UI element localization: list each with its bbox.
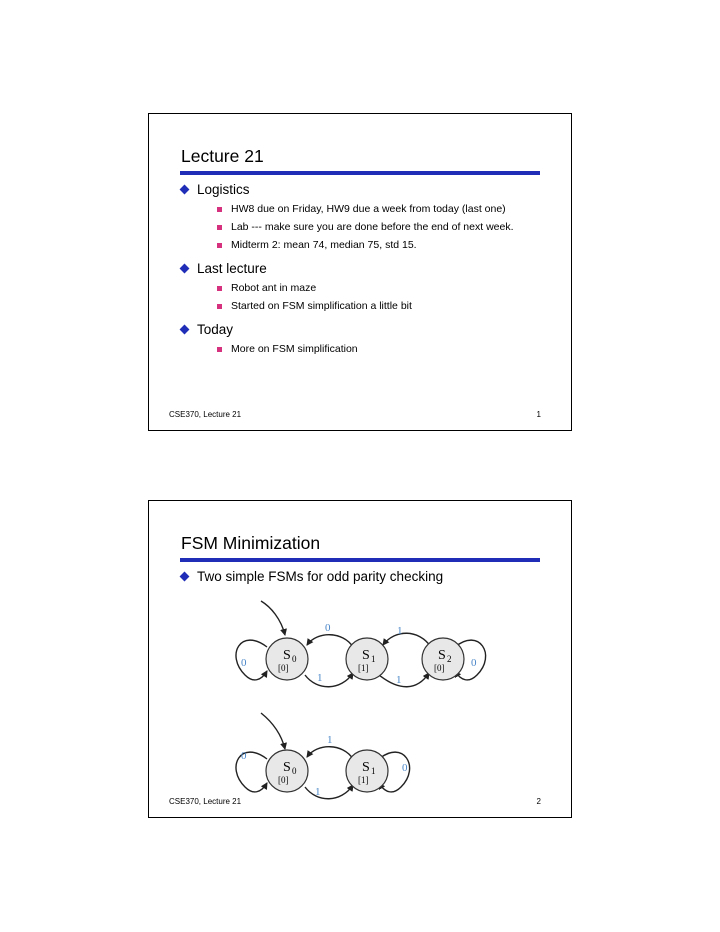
square-bullet-icon (217, 347, 222, 352)
slide-title: Lecture 21 (181, 146, 264, 166)
square-bullet-icon (217, 225, 222, 230)
slide-content (181, 182, 551, 356)
page-number: 1 (536, 410, 541, 419)
edge-label: 1 (396, 674, 402, 686)
bullet-today: Today More on FSM simplification (181, 322, 551, 356)
sub-bullet: More on FSM simplification (197, 343, 551, 356)
sub-bullet: Started on FSM simplification a little bit (197, 300, 551, 313)
reset-arrow (261, 601, 285, 635)
diamond-bullet-icon (180, 185, 190, 195)
edge-label: 0 (241, 750, 247, 762)
svg-text:1: 1 (371, 766, 376, 776)
diamond-bullet-icon (180, 264, 190, 274)
edge-label: 1 (317, 672, 323, 684)
edge-label: 0 (402, 762, 408, 774)
svg-text:1: 1 (371, 654, 376, 664)
svg-text:0: 0 (292, 654, 297, 664)
slide-1 (148, 113, 572, 431)
state-name: S (283, 760, 291, 775)
slide-footer: CSE370, Lecture 21 (169, 410, 242, 419)
slide-2 (148, 500, 572, 818)
edge-label: 0 (471, 657, 477, 669)
state-name: S (362, 648, 370, 663)
title-rule (180, 171, 540, 175)
edge-label: 1 (397, 625, 403, 637)
square-bullet-icon (217, 304, 222, 309)
sub-bullet: Midterm 2: mean 74, median 75, std 15. (197, 239, 551, 252)
s0-to-s1-edge (305, 785, 353, 799)
fsm-three-state (236, 601, 486, 687)
slide-title: FSM Minimization (181, 533, 321, 553)
bullet-logistics: Logistics HW8 due on Friday, HW9 due a week from today (last one) Lab --- make sure you are done before the end of next week. Midterm 2: mean 74, median 75, std 15. (181, 182, 551, 252)
s0-to-s1-edge (305, 673, 353, 687)
sub-bullet: Robot ant in maze (197, 282, 551, 295)
svg-text:0: 0 (292, 766, 297, 776)
s1-to-s0-edge (307, 747, 353, 759)
edge-label: 1 (315, 786, 321, 798)
s1-to-s2-edge (379, 673, 429, 687)
bullet-odd-parity: Two simple FSMs for odd parity checking (181, 569, 551, 585)
fsm-two-state (236, 713, 410, 799)
state-name: S (438, 648, 446, 663)
edge-label: 1 (327, 734, 333, 746)
square-bullet-icon (217, 243, 222, 248)
state-name: S (283, 648, 291, 663)
reset-arrow (261, 713, 285, 749)
square-bullet-icon (217, 286, 222, 291)
edge-label: 0 (325, 622, 331, 634)
edge-label: 0 (241, 657, 247, 669)
sub-bullet: Lab --- make sure you are done before the end of next week. (197, 221, 551, 234)
state-name: S (362, 760, 370, 775)
state-output: [0] (434, 663, 445, 673)
diamond-bullet-icon (180, 325, 190, 335)
state-output: [1] (358, 663, 369, 673)
state-output: [1] (358, 775, 369, 785)
fsm-diagrams (149, 501, 571, 817)
state-output: [0] (278, 775, 289, 785)
s1-to-s0-edge (307, 635, 353, 647)
slide-footer: CSE370, Lecture 21 (169, 797, 242, 806)
state-output: [0] (278, 663, 289, 673)
sub-bullet: HW8 due on Friday, HW9 due a week from today (last one) (197, 203, 551, 216)
bullet-last-lecture: Last lecture Robot ant in maze Started on FSM simplification a little bit (181, 261, 551, 313)
page-number: 2 (536, 797, 541, 806)
s2-to-s1-edge (383, 633, 431, 647)
svg-text:2: 2 (447, 654, 452, 664)
square-bullet-icon (217, 207, 222, 212)
